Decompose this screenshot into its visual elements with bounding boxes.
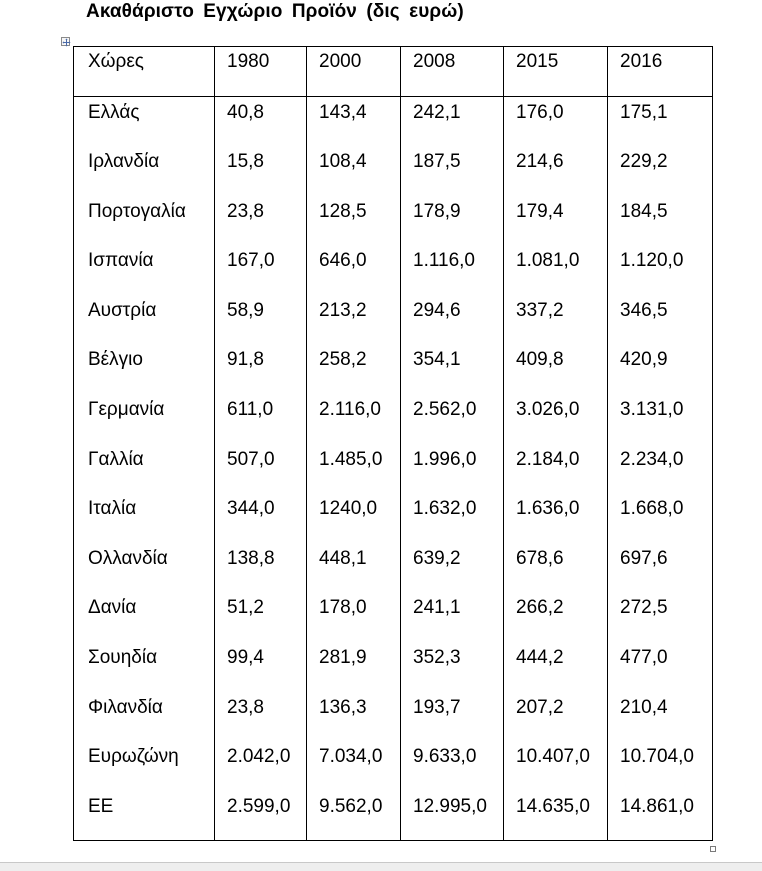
value-cell: 9.633,0 <box>401 741 504 791</box>
value-cell: 184,5 <box>608 196 713 246</box>
table-header-row <box>74 47 713 97</box>
value-cell: 1.632,0 <box>401 493 504 543</box>
value-cell: 1.636,0 <box>504 493 608 543</box>
country-cell: Γαλλία <box>74 444 215 494</box>
table-row <box>74 692 713 742</box>
value-cell: 179,4 <box>504 196 608 246</box>
value-cell: 346,5 <box>608 295 713 345</box>
table-row <box>74 791 713 841</box>
value-cell: 2.116,0 <box>307 394 401 444</box>
table-row <box>74 642 713 692</box>
value-cell: 1.996,0 <box>401 444 504 494</box>
value-cell: 7.034,0 <box>307 741 401 791</box>
value-cell: 108,4 <box>307 146 401 196</box>
value-cell: 23,8 <box>215 196 307 246</box>
value-cell: 1.081,0 <box>504 245 608 295</box>
value-cell: 23,8 <box>215 692 307 742</box>
value-cell: 477,0 <box>608 642 713 692</box>
table-move-handle-icon[interactable] <box>61 37 70 46</box>
value-cell: 187,5 <box>401 146 504 196</box>
value-cell: 229,2 <box>608 146 713 196</box>
value-cell: 409,8 <box>504 344 608 394</box>
value-cell: 178,0 <box>307 592 401 642</box>
table-row <box>74 245 713 295</box>
value-cell: 1.485,0 <box>307 444 401 494</box>
value-cell: 1.120,0 <box>608 245 713 295</box>
value-cell: 2.562,0 <box>401 394 504 444</box>
value-cell: 639,2 <box>401 543 504 593</box>
value-cell: 14.861,0 <box>608 791 713 841</box>
value-cell: 294,6 <box>401 295 504 345</box>
value-cell: 167,0 <box>215 245 307 295</box>
country-cell: Ολλανδία <box>74 543 215 593</box>
table-resize-handle-icon[interactable] <box>710 846 716 852</box>
value-cell: 281,9 <box>307 642 401 692</box>
header-cell-1980: 1980 <box>215 47 307 97</box>
header-cell-2008: 2008 <box>401 47 504 97</box>
table-row <box>74 741 713 791</box>
table-row <box>74 344 713 394</box>
value-cell: 420,9 <box>608 344 713 394</box>
value-cell: 444,2 <box>504 642 608 692</box>
value-cell: 136,3 <box>307 692 401 742</box>
country-cell: Αυστρία <box>74 295 215 345</box>
value-cell: 241,1 <box>401 592 504 642</box>
value-cell: 58,9 <box>215 295 307 345</box>
country-cell: Ελλάς <box>74 97 215 147</box>
value-cell: 175,1 <box>608 97 713 147</box>
value-cell: 258,2 <box>307 344 401 394</box>
value-cell: 3.026,0 <box>504 394 608 444</box>
table-row <box>74 543 713 593</box>
value-cell: 2.042,0 <box>215 741 307 791</box>
country-cell: Ευρωζώνη <box>74 741 215 791</box>
header-cell-2015: 2015 <box>504 47 608 97</box>
value-cell: 1.116,0 <box>401 245 504 295</box>
value-cell: 678,6 <box>504 543 608 593</box>
value-cell: 2.184,0 <box>504 444 608 494</box>
table-row <box>74 146 713 196</box>
value-cell: 143,4 <box>307 97 401 147</box>
table-row <box>74 444 713 494</box>
table-row <box>74 493 713 543</box>
document-title: Ακαθάριστο Εγχώριο Προϊόν (δις ευρώ) <box>86 1 464 22</box>
header-cell-2000: 2000 <box>307 47 401 97</box>
value-cell: 9.562,0 <box>307 791 401 841</box>
value-cell: 266,2 <box>504 592 608 642</box>
value-cell: 2.599,0 <box>215 791 307 841</box>
value-cell: 3.131,0 <box>608 394 713 444</box>
value-cell: 10.704,0 <box>608 741 713 791</box>
value-cell: 213,2 <box>307 295 401 345</box>
value-cell: 99,4 <box>215 642 307 692</box>
value-cell: 611,0 <box>215 394 307 444</box>
value-cell: 207,2 <box>504 692 608 742</box>
country-cell: Σουηδία <box>74 642 215 692</box>
country-cell: Δανία <box>74 592 215 642</box>
value-cell: 176,0 <box>504 97 608 147</box>
header-cell-2016: 2016 <box>608 47 713 97</box>
table-row <box>74 295 713 345</box>
gdp-table <box>73 46 713 841</box>
country-cell: Ιταλία <box>74 493 215 543</box>
table-row <box>74 592 713 642</box>
value-cell: 128,5 <box>307 196 401 246</box>
value-cell: 697,6 <box>608 543 713 593</box>
value-cell: 51,2 <box>215 592 307 642</box>
value-cell: 193,7 <box>401 692 504 742</box>
value-cell: 91,8 <box>215 344 307 394</box>
value-cell: 272,5 <box>608 592 713 642</box>
value-cell: 507,0 <box>215 444 307 494</box>
country-cell: Βέλγιο <box>74 344 215 394</box>
value-cell: 646,0 <box>307 245 401 295</box>
value-cell: 14.635,0 <box>504 791 608 841</box>
value-cell: 2.234,0 <box>608 444 713 494</box>
table-row <box>74 394 713 444</box>
value-cell: 352,3 <box>401 642 504 692</box>
value-cell: 337,2 <box>504 295 608 345</box>
value-cell: 210,4 <box>608 692 713 742</box>
country-cell: Ισπανία <box>74 245 215 295</box>
value-cell: 344,0 <box>215 493 307 543</box>
table-row <box>74 196 713 246</box>
value-cell: 448,1 <box>307 543 401 593</box>
value-cell: 12.995,0 <box>401 791 504 841</box>
value-cell: 15,8 <box>215 146 307 196</box>
header-cell-countries: Χώρες <box>74 47 215 97</box>
country-cell: Ιρλανδία <box>74 146 215 196</box>
value-cell: 138,8 <box>215 543 307 593</box>
value-cell: 1.668,0 <box>608 493 713 543</box>
value-cell: 1240,0 <box>307 493 401 543</box>
value-cell: 10.407,0 <box>504 741 608 791</box>
country-cell: Φιλανδία <box>74 692 215 742</box>
value-cell: 242,1 <box>401 97 504 147</box>
value-cell: 214,6 <box>504 146 608 196</box>
country-cell: ΕΕ <box>74 791 215 841</box>
country-cell: Γερμανία <box>74 394 215 444</box>
table-row <box>74 97 713 147</box>
country-cell: Πορτογαλία <box>74 196 215 246</box>
value-cell: 40,8 <box>215 97 307 147</box>
value-cell: 178,9 <box>401 196 504 246</box>
value-cell: 354,1 <box>401 344 504 394</box>
